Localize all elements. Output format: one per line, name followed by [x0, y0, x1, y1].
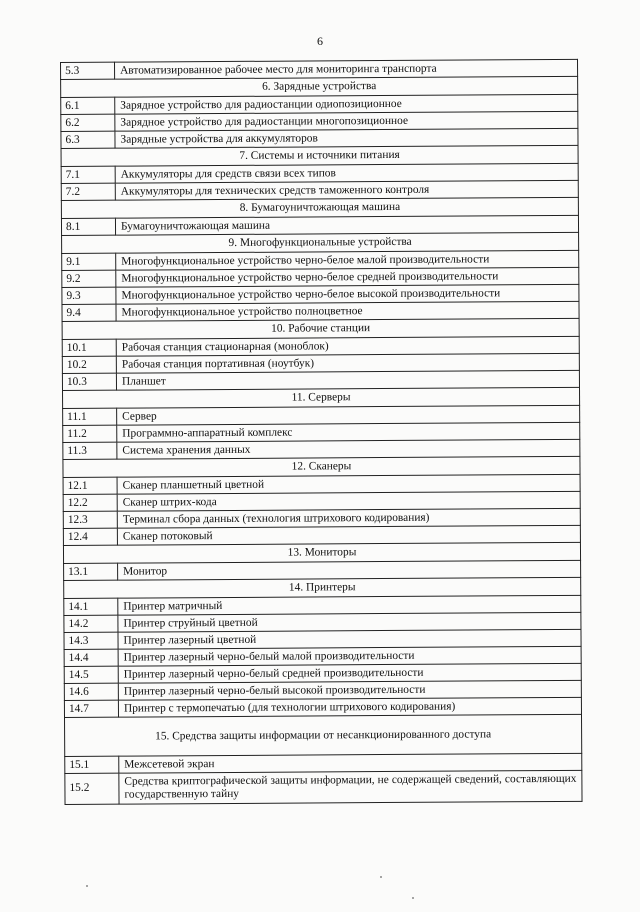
item-number: 11.3: [63, 442, 117, 459]
item-name: Монитор: [118, 560, 581, 580]
item-name: Программно-аппаратный комплекс: [117, 422, 580, 442]
section-header-row: [65, 714, 582, 756]
section-title: 8. Бумагоуничтожающая машина: [61, 197, 578, 218]
item-number: 11.1: [63, 408, 117, 425]
section-title: 7. Системы и источники питания: [61, 145, 578, 166]
item-name: Рабочая станция портативная (ноутбук): [116, 353, 579, 373]
item-number: 11.2: [63, 425, 117, 442]
item-name: Сервер: [117, 405, 580, 425]
item-number: 14.2: [64, 615, 118, 632]
item-name: Рабочая станция стационарная (моноблок): [116, 336, 579, 356]
page-number: 6: [317, 34, 323, 48]
item-name: Многофункциональное устройство черно-белое средней производительности: [116, 267, 579, 287]
item-name: Принтер матричный: [118, 595, 581, 615]
item-name: Зарядное устройство для радиостанции одиопозиционное: [115, 94, 578, 114]
item-name: Многофункциональное устройство полноцветное: [116, 301, 579, 321]
item-number: 6.1: [61, 97, 115, 114]
scan-speck: [86, 885, 88, 887]
item-number: 10.1: [62, 339, 116, 356]
item-number: 13.1: [64, 563, 118, 580]
section-title: 15. Средства защиты информации от несанкционированного доступа: [65, 714, 582, 756]
section-title: 6. Зарядные устройства: [61, 76, 578, 97]
table-row: [65, 770, 582, 804]
item-name: Средства криптографической защиты информации, не содержащей сведений, составляющих государственную тайну: [119, 770, 582, 803]
item-name: Зарядное устройство для радиостанции многопозиционное: [115, 111, 578, 131]
item-name: Сканер потоковый: [117, 525, 580, 545]
item-number: 14.1: [64, 598, 118, 615]
item-name: Сканер штрих-кода: [117, 491, 580, 511]
item-name: Планшет: [116, 370, 579, 390]
item-number: 9.2: [62, 270, 116, 287]
section-title: 14. Принтеры: [64, 577, 581, 598]
item-number: 14.5: [64, 666, 118, 683]
section-title: 11. Серверы: [63, 387, 580, 408]
item-number: 7.2: [61, 183, 115, 200]
item-number: 14.4: [64, 649, 118, 666]
item-name: Принтер струйный цветной: [118, 612, 581, 632]
item-number: 12.1: [63, 477, 117, 494]
item-number: 14.6: [64, 683, 118, 700]
item-number: 10.3: [62, 373, 116, 390]
item-name: Аккумуляторы для средств связи всех типов: [115, 163, 578, 183]
item-name: Межсетевой экран: [119, 753, 582, 773]
scan-speck: [380, 876, 382, 878]
item-number: 14.7: [64, 700, 118, 717]
section-title: 10. Рабочие станции: [62, 318, 579, 339]
item-name: Зарядные устройства для аккумуляторов: [115, 128, 578, 148]
item-number: 8.1: [61, 218, 115, 235]
item-name: Бумагоуничтожающая машина: [115, 215, 578, 235]
item-number: 10.2: [62, 356, 116, 373]
item-name: Автоматизированное рабочее место для мониторинга транспорта: [115, 59, 578, 79]
item-number: 9.3: [62, 287, 116, 304]
item-name: Принтер лазерный черно-белый высокой производительности: [118, 680, 581, 700]
item-number: 9.1: [62, 253, 116, 270]
item-number: 15.1: [65, 756, 119, 773]
item-number: 6.3: [61, 131, 115, 148]
item-number: 7.1: [61, 166, 115, 183]
item-name: Сканер планшетный цветной: [117, 474, 580, 494]
item-name: Принтер лазерный цветной: [118, 629, 581, 649]
item-name: Многофункциональное устройство черно-белое высокой производительности: [116, 284, 579, 304]
catalog-table-body: [61, 59, 583, 804]
item-name: Аккумуляторы для технических средств таможенного контроля: [115, 180, 578, 200]
item-name: Принтер с термопечатью (для технологии штрихового кодирования): [118, 697, 581, 717]
item-name: Система хранения данных: [117, 439, 580, 459]
item-number: 9.4: [62, 304, 116, 321]
section-title: 13. Мониторы: [63, 542, 580, 563]
item-number: 14.3: [64, 632, 118, 649]
item-name: Принтер лазерный черно-белый средней производительности: [118, 663, 581, 683]
item-number: 6.2: [61, 114, 115, 131]
item-number: 12.4: [63, 528, 117, 545]
item-number: 5.3: [61, 62, 115, 79]
section-title: 12. Сканеры: [63, 456, 580, 477]
item-number: 12.3: [63, 511, 117, 528]
scan-speck: [412, 897, 414, 899]
equipment-catalog-table: [60, 59, 583, 805]
item-name: Терминал сбора данных (технология штрихового кодирования): [117, 508, 580, 528]
item-number: 12.2: [63, 494, 117, 511]
item-number: 15.2: [65, 773, 119, 804]
item-name: Многофункциональное устройство черно-белое малой производительности: [116, 250, 579, 270]
item-name: Принтер лазерный черно-белый малой производительности: [118, 646, 581, 666]
section-title: 9. Многофункциональные устройства: [62, 232, 579, 253]
